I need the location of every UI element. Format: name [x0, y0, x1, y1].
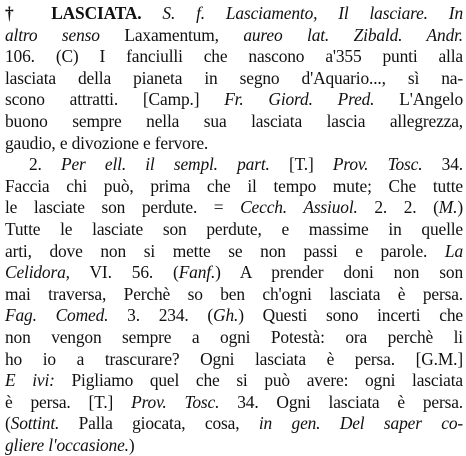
entry-line — [5, 349, 463, 371]
italic-segment: Gh. — [213, 305, 239, 326]
text-segment: [T.] — [269, 154, 333, 175]
italic-segment: M. — [438, 197, 458, 218]
italic-segment: Per ell. il sempl. part. — [60, 154, 270, 175]
text-segment: 3. 234. ( — [108, 305, 214, 326]
italic-segment: in gen. Del saper co- — [258, 413, 464, 434]
text-segment: L'Angelo — [374, 89, 463, 110]
text-segment: le lasciate son perdute. = — [5, 197, 241, 218]
entry-line — [5, 241, 463, 263]
text-segment: gaudio, e divozione e fervore. — [5, 132, 209, 153]
entry-line — [5, 370, 463, 392]
text-segment: ) A prender doni non son — [215, 262, 463, 283]
text-segment: mai traversa, Perchè so ben ch'ogni lasciata è persa. — [5, 283, 463, 304]
text-segment: 34. Ogni lasciata è persa. — [219, 391, 463, 412]
text-segment: 34. — [422, 154, 463, 175]
entry-line — [5, 392, 463, 414]
text-segment: ) — [457, 197, 463, 218]
italic-segment: altro senso — [5, 24, 100, 45]
text-segment: ) — [128, 434, 135, 455]
italic-segment: aureo lat. Zibald. Andr. — [243, 24, 463, 45]
text-segment: 106. (C) I fanciulli che nascono a'355 punti alla — [5, 46, 463, 67]
text-segment: Tutte le lasciate son perdute, e massime in quelle — [5, 218, 463, 239]
entry-line — [5, 219, 463, 241]
text-segment: 2. 2. ( — [357, 197, 439, 218]
text-segment: lasciata della pianeta in segno d'Aquario..., sì na- — [5, 67, 463, 88]
text-segment: 2. — [29, 154, 61, 175]
text-segment: Laxamentum, — [99, 24, 244, 45]
text-segment: VI. 56. ( — [69, 262, 179, 283]
italic-segment: Fr. Giord. Pred. — [224, 89, 375, 110]
text-segment: ) Questi sono incerti che — [238, 305, 463, 326]
italic-segment: gliere l'occasione. — [5, 434, 129, 455]
italic-segment: S. f. Lasciamento, Il lasciare. In — [141, 3, 463, 23]
italic-segment: Celidora, — [5, 262, 70, 283]
italic-segment: E ivi: — [5, 370, 55, 391]
entry-line — [5, 111, 463, 133]
entry-line — [5, 46, 463, 68]
entry-line — [5, 89, 463, 111]
italic-segment: Fag. Comed. — [5, 305, 109, 326]
entry-line — [5, 25, 463, 47]
italic-segment: La — [444, 240, 463, 261]
entry-line — [5, 3, 463, 25]
text-segment: ho io a trascurare? Ogni lasciata è persa. [G.M.] — [5, 348, 463, 369]
text-segment: buono sempre nella sua lasciata lascia allegrezza, — [5, 110, 463, 131]
entry-line — [5, 327, 463, 349]
text-segment: Faccia chi può, prima che il tempo mute; Che tutte — [5, 175, 463, 196]
text-segment: non vengon sempre a ogni Potestà: ora perchè li — [5, 326, 463, 347]
entry-line — [5, 176, 463, 198]
headword: † LASCIATA. — [5, 3, 142, 23]
text-segment: scono attratti. [Camp.] — [5, 89, 225, 110]
entry-line — [5, 435, 463, 456]
entry-line — [5, 413, 463, 435]
italic-segment: Fanf. — [178, 262, 216, 283]
entry-line — [5, 133, 463, 155]
text-segment: è persa. [T.] — [5, 391, 132, 412]
italic-segment: Cecch. Assiuol. — [240, 197, 358, 218]
text-segment: Pigliamo quel che si può avere: ogni lasciata — [54, 370, 463, 391]
italic-segment: Prov. Tosc. — [131, 391, 220, 412]
entry-line — [5, 262, 463, 284]
text-segment: arti, dove non si mette se non passi e parole. — [5, 240, 445, 261]
entry-line — [5, 284, 463, 306]
text-segment: Palla giocata, cosa, — [59, 413, 259, 434]
entry-line — [5, 68, 463, 90]
dictionary-entry — [5, 3, 463, 456]
entry-line — [5, 154, 463, 176]
italic-segment: Sottint. — [10, 413, 60, 434]
entry-line — [5, 305, 463, 327]
italic-segment: Prov. Tosc. — [332, 154, 423, 175]
text-segment: ( — [5, 413, 11, 434]
entry-line — [5, 197, 463, 219]
